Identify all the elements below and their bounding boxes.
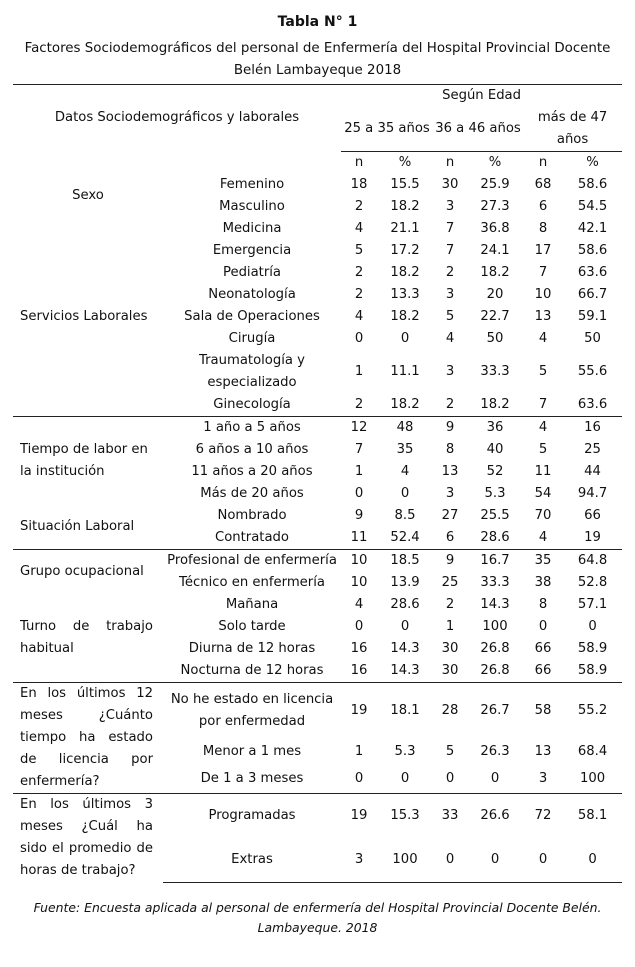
row-label: Profesional de enfermería	[163, 550, 341, 573]
percent-cell: 26.7	[467, 683, 523, 739]
percent-cell: 28.6	[480, 530, 510, 545]
percent-cell: 0	[490, 771, 500, 787]
group-label: Situación Laboral	[20, 519, 135, 534]
count-cell: 5	[445, 309, 455, 324]
percent-cell: 55.2	[563, 683, 622, 739]
row-label: Extras	[163, 838, 341, 882]
percent-cell: 22.7	[480, 309, 510, 324]
table-row	[13, 594, 622, 616]
row-label: No he estado en licencia por enfermedad	[163, 683, 341, 739]
count-cell: 5	[538, 364, 548, 379]
percent-cell: 5.3	[484, 486, 506, 501]
percent-cell: 0	[400, 331, 410, 346]
count-cell: 6	[445, 530, 455, 545]
row-label: Ginecología	[213, 397, 291, 412]
count-cell: 3	[445, 364, 455, 379]
percent-cell: 52.8	[577, 575, 608, 590]
percent-cell: 100	[579, 771, 606, 787]
table-row	[13, 417, 622, 440]
row-label: Medicina	[222, 221, 282, 236]
percent-cell: 13.9	[390, 575, 420, 590]
count-cell: 7	[538, 265, 548, 280]
count-cell: 1	[354, 743, 364, 759]
count-cell: 10	[341, 550, 377, 573]
row-label: Solo tarde	[218, 619, 286, 634]
percent-cell: 28.6	[390, 597, 420, 612]
percent-cell: 40	[486, 442, 504, 457]
percent-cell: 18.2	[390, 309, 420, 324]
count-cell: 3	[445, 287, 455, 302]
percent-cell: 66.7	[577, 287, 608, 302]
header-pct: %	[488, 155, 502, 170]
header-n: n	[354, 155, 364, 170]
header-age-3: más de 47 años	[537, 110, 608, 147]
percent-cell: 52.4	[390, 530, 420, 545]
count-cell: 0	[354, 619, 364, 634]
row-label: Traumatología y especializado	[199, 353, 305, 390]
count-cell: 7	[445, 221, 455, 236]
percent-cell: 13.3	[390, 287, 420, 302]
count-cell: 7	[354, 442, 364, 457]
count-cell: 13	[534, 743, 552, 759]
row-label: Nocturna de 12 horas	[180, 663, 324, 678]
count-cell: 7	[538, 397, 548, 412]
table-row	[13, 505, 622, 527]
table-row	[13, 794, 622, 838]
count-cell: 9	[354, 508, 364, 523]
count-cell: 2	[354, 265, 364, 280]
percent-cell: 52	[486, 464, 504, 479]
row-label: Pediatría	[222, 265, 282, 280]
count-cell: 70	[534, 508, 552, 523]
percent-cell: 18.2	[480, 265, 510, 280]
count-cell: 0	[538, 619, 548, 634]
row-label: Nombrado	[217, 508, 287, 523]
count-cell: 25	[441, 575, 459, 590]
header-pct: %	[586, 155, 599, 170]
row-label: De 1 a 3 meses	[200, 771, 304, 787]
count-cell: 10	[534, 287, 552, 302]
count-cell: 4	[538, 530, 548, 545]
percent-cell: 33.3	[480, 364, 510, 379]
count-cell: 5	[354, 243, 364, 258]
percent-cell: 58.9	[577, 663, 608, 678]
count-cell: 8	[538, 221, 548, 236]
count-cell: 4	[523, 417, 563, 440]
group-label: Tiempo de labor en la institución	[13, 417, 163, 506]
percent-cell: 26.6	[467, 794, 523, 838]
row-label: Más de 20 años	[200, 486, 304, 501]
row-label: Masculino	[219, 199, 285, 214]
count-cell: 2	[445, 265, 455, 280]
percent-cell: 57.1	[577, 597, 608, 612]
count-cell: 1	[354, 364, 364, 379]
percent-cell: 55.6	[577, 364, 608, 379]
group-label: En los últimos 3 meses ¿Cuál ha sido el promedio de horas de trabajo?	[13, 794, 163, 883]
count-cell: 19	[341, 794, 377, 838]
count-cell: 16	[350, 663, 368, 678]
count-cell: 2	[445, 597, 455, 612]
percent-cell: 26.8	[480, 641, 510, 656]
percent-cell: 18.5	[377, 550, 433, 573]
row-label: Emergencia	[212, 243, 292, 258]
header-group: Según Edad	[341, 85, 622, 108]
percent-cell: 15.5	[390, 177, 420, 192]
header-age-1: 25 a 35 años	[344, 121, 430, 136]
percent-cell: 42.1	[577, 221, 608, 236]
table-title: Tabla N° 1	[277, 14, 358, 30]
table-subtitle: Factores Sociodemográficos del personal de Enfermería del Hospital Provincial Docente Belén Lambayeque 2018	[24, 41, 611, 78]
count-cell: 4	[354, 309, 364, 324]
percent-cell: 14.3	[480, 597, 510, 612]
percent-cell: 44	[584, 464, 601, 479]
percent-cell: 5.3	[394, 743, 416, 759]
count-cell: 2	[445, 397, 455, 412]
count-cell: 30	[441, 641, 459, 656]
percent-cell: 48	[377, 417, 433, 440]
percent-cell: 58.6	[577, 243, 608, 258]
count-cell: 12	[341, 417, 377, 440]
count-cell: 66	[534, 663, 552, 678]
count-cell: 10	[350, 575, 368, 590]
percent-cell: 100	[377, 838, 433, 882]
percent-cell: 68.4	[577, 743, 608, 759]
percent-cell: 15.3	[377, 794, 433, 838]
percent-cell: 26.3	[480, 743, 510, 759]
count-cell: 7	[445, 243, 455, 258]
row-label: Contratado	[215, 530, 289, 545]
count-cell: 30	[441, 663, 459, 678]
table-row	[13, 174, 622, 196]
group-label: Grupo ocupacional	[13, 550, 163, 595]
count-cell: 13	[441, 464, 459, 479]
count-cell: 3	[445, 199, 455, 214]
count-cell: 19	[341, 683, 377, 739]
count-cell: 4	[354, 597, 364, 612]
count-cell: 4	[354, 221, 364, 236]
row-label: Femenino	[219, 177, 285, 192]
row-label: Cirugía	[228, 331, 276, 346]
percent-cell: 18.1	[377, 683, 433, 739]
percent-cell: 21.1	[390, 221, 420, 236]
group-label: Sexo	[72, 188, 104, 203]
count-cell: 58	[523, 683, 563, 739]
count-cell: 3	[341, 838, 377, 882]
count-cell: 9	[433, 550, 467, 573]
count-cell: 2	[354, 199, 364, 214]
table-row	[13, 550, 622, 573]
percent-cell: 18.2	[390, 397, 420, 412]
percent-cell: 18.2	[390, 265, 420, 280]
table-row	[13, 683, 622, 739]
percent-cell: 63.6	[577, 265, 608, 280]
percent-cell: 26.8	[480, 663, 510, 678]
count-cell: 4	[445, 331, 455, 346]
percent-cell: 4	[400, 464, 410, 479]
percent-cell: 8.5	[394, 508, 416, 523]
header-age-2: 36 a 46 años	[435, 121, 521, 136]
percent-cell: 18.2	[480, 397, 510, 412]
count-cell: 28	[433, 683, 467, 739]
percent-cell: 0	[467, 838, 523, 882]
count-cell: 0	[354, 486, 364, 501]
header-n: n	[538, 155, 548, 170]
count-cell: 35	[523, 550, 563, 573]
percent-cell: 50	[584, 331, 601, 346]
percent-cell: 35	[396, 442, 414, 457]
percent-cell: 100	[482, 619, 508, 634]
percent-cell: 64.8	[563, 550, 622, 573]
percent-cell: 25.5	[480, 508, 510, 523]
percent-cell: 58.9	[577, 641, 608, 656]
count-cell: 30	[441, 177, 459, 192]
count-cell: 18	[350, 177, 368, 192]
count-cell: 5	[538, 442, 548, 457]
count-cell: 3	[445, 486, 455, 501]
count-cell: 11	[534, 464, 552, 479]
count-cell: 0	[445, 771, 455, 787]
count-cell: 2	[354, 287, 364, 302]
count-cell: 11	[350, 530, 368, 545]
count-cell: 17	[534, 243, 552, 258]
percent-cell: 0	[400, 619, 410, 634]
count-cell: 54	[534, 486, 552, 501]
count-cell: 3	[538, 771, 548, 787]
count-cell: 0	[354, 331, 364, 346]
count-cell: 68	[534, 177, 552, 192]
count-cell: 66	[534, 641, 552, 656]
count-cell: 8	[445, 442, 455, 457]
percent-cell: 63.6	[577, 397, 608, 412]
percent-cell: 18.2	[390, 199, 420, 214]
percent-cell: 11.1	[390, 364, 420, 379]
row-label: 11 años a 20 años	[191, 464, 313, 479]
count-cell: 1	[354, 464, 364, 479]
percent-cell: 16.7	[467, 550, 523, 573]
header-main: Datos Sociodemográficos y laborales	[13, 85, 341, 152]
row-label: 6 años a 10 años	[195, 442, 309, 457]
data-table	[13, 84, 622, 883]
group-label: En los últimos 12 meses ¿Cuánto tiempo ha estado de licencia por enfermería?	[13, 683, 163, 794]
count-cell: 0	[433, 838, 467, 882]
percent-cell: 27.3	[480, 199, 510, 214]
header-pct: %	[398, 155, 412, 170]
percent-cell: 54.5	[577, 199, 608, 214]
percent-cell: 50	[486, 331, 504, 346]
count-cell: 5	[445, 743, 455, 759]
count-cell: 9	[433, 417, 467, 440]
group-label: Servicios Laborales	[20, 309, 148, 324]
percent-cell: 25.9	[480, 177, 510, 192]
row-label: Programadas	[163, 794, 341, 838]
count-cell: 0	[354, 771, 364, 787]
percent-cell: 17.2	[390, 243, 420, 258]
percent-cell: 19	[584, 530, 601, 545]
percent-cell: 0	[563, 838, 622, 882]
row-label: Sala de Operaciones	[184, 309, 320, 324]
percent-cell: 14.3	[390, 641, 420, 656]
percent-cell: 0	[400, 771, 410, 787]
header-n: n	[445, 155, 455, 170]
count-cell: 6	[538, 199, 548, 214]
row-label: Diurna de 12 horas	[188, 641, 316, 656]
count-cell: 27	[441, 508, 459, 523]
count-cell: 8	[538, 597, 548, 612]
row-label: Mañana	[225, 597, 279, 612]
count-cell: 2	[354, 397, 364, 412]
count-cell: 33	[433, 794, 467, 838]
table-body	[13, 174, 622, 882]
group-label: Turno de trabajo habitual	[20, 619, 153, 656]
row-label: Neonatología	[208, 287, 296, 302]
percent-cell: 58.6	[577, 177, 608, 192]
percent-cell: 59.1	[577, 309, 608, 324]
percent-cell: 94.7	[577, 486, 608, 501]
percent-cell: 66	[584, 508, 601, 523]
count-cell: 38	[534, 575, 552, 590]
count-cell: 16	[350, 641, 368, 656]
row-label: Menor a 1 mes	[202, 743, 302, 759]
count-cell: 0	[523, 838, 563, 882]
percent-cell: 24.1	[480, 243, 510, 258]
percent-cell: 33.3	[480, 575, 510, 590]
percent-cell: 16	[563, 417, 622, 440]
source-note: Fuente: Encuesta aplicada al personal de enfermería del Hospital Provincial Docente Belén. Lambayeque. 2018	[33, 900, 602, 935]
count-cell: 72	[523, 794, 563, 838]
percent-cell: 36	[467, 417, 523, 440]
percent-cell: 36.8	[480, 221, 510, 236]
row-label: Técnico en enfermería	[179, 575, 325, 590]
percent-cell: 0	[588, 619, 597, 634]
count-cell: 4	[538, 331, 548, 346]
percent-cell: 14.3	[390, 663, 420, 678]
table-row	[13, 218, 622, 240]
percent-cell: 0	[400, 486, 410, 501]
percent-cell: 58.1	[563, 794, 622, 838]
count-cell: 1	[445, 619, 455, 634]
percent-cell: 25	[584, 442, 601, 457]
percent-cell: 20	[486, 287, 504, 302]
count-cell: 13	[534, 309, 552, 324]
row-label: 1 año a 5 años	[163, 417, 341, 440]
